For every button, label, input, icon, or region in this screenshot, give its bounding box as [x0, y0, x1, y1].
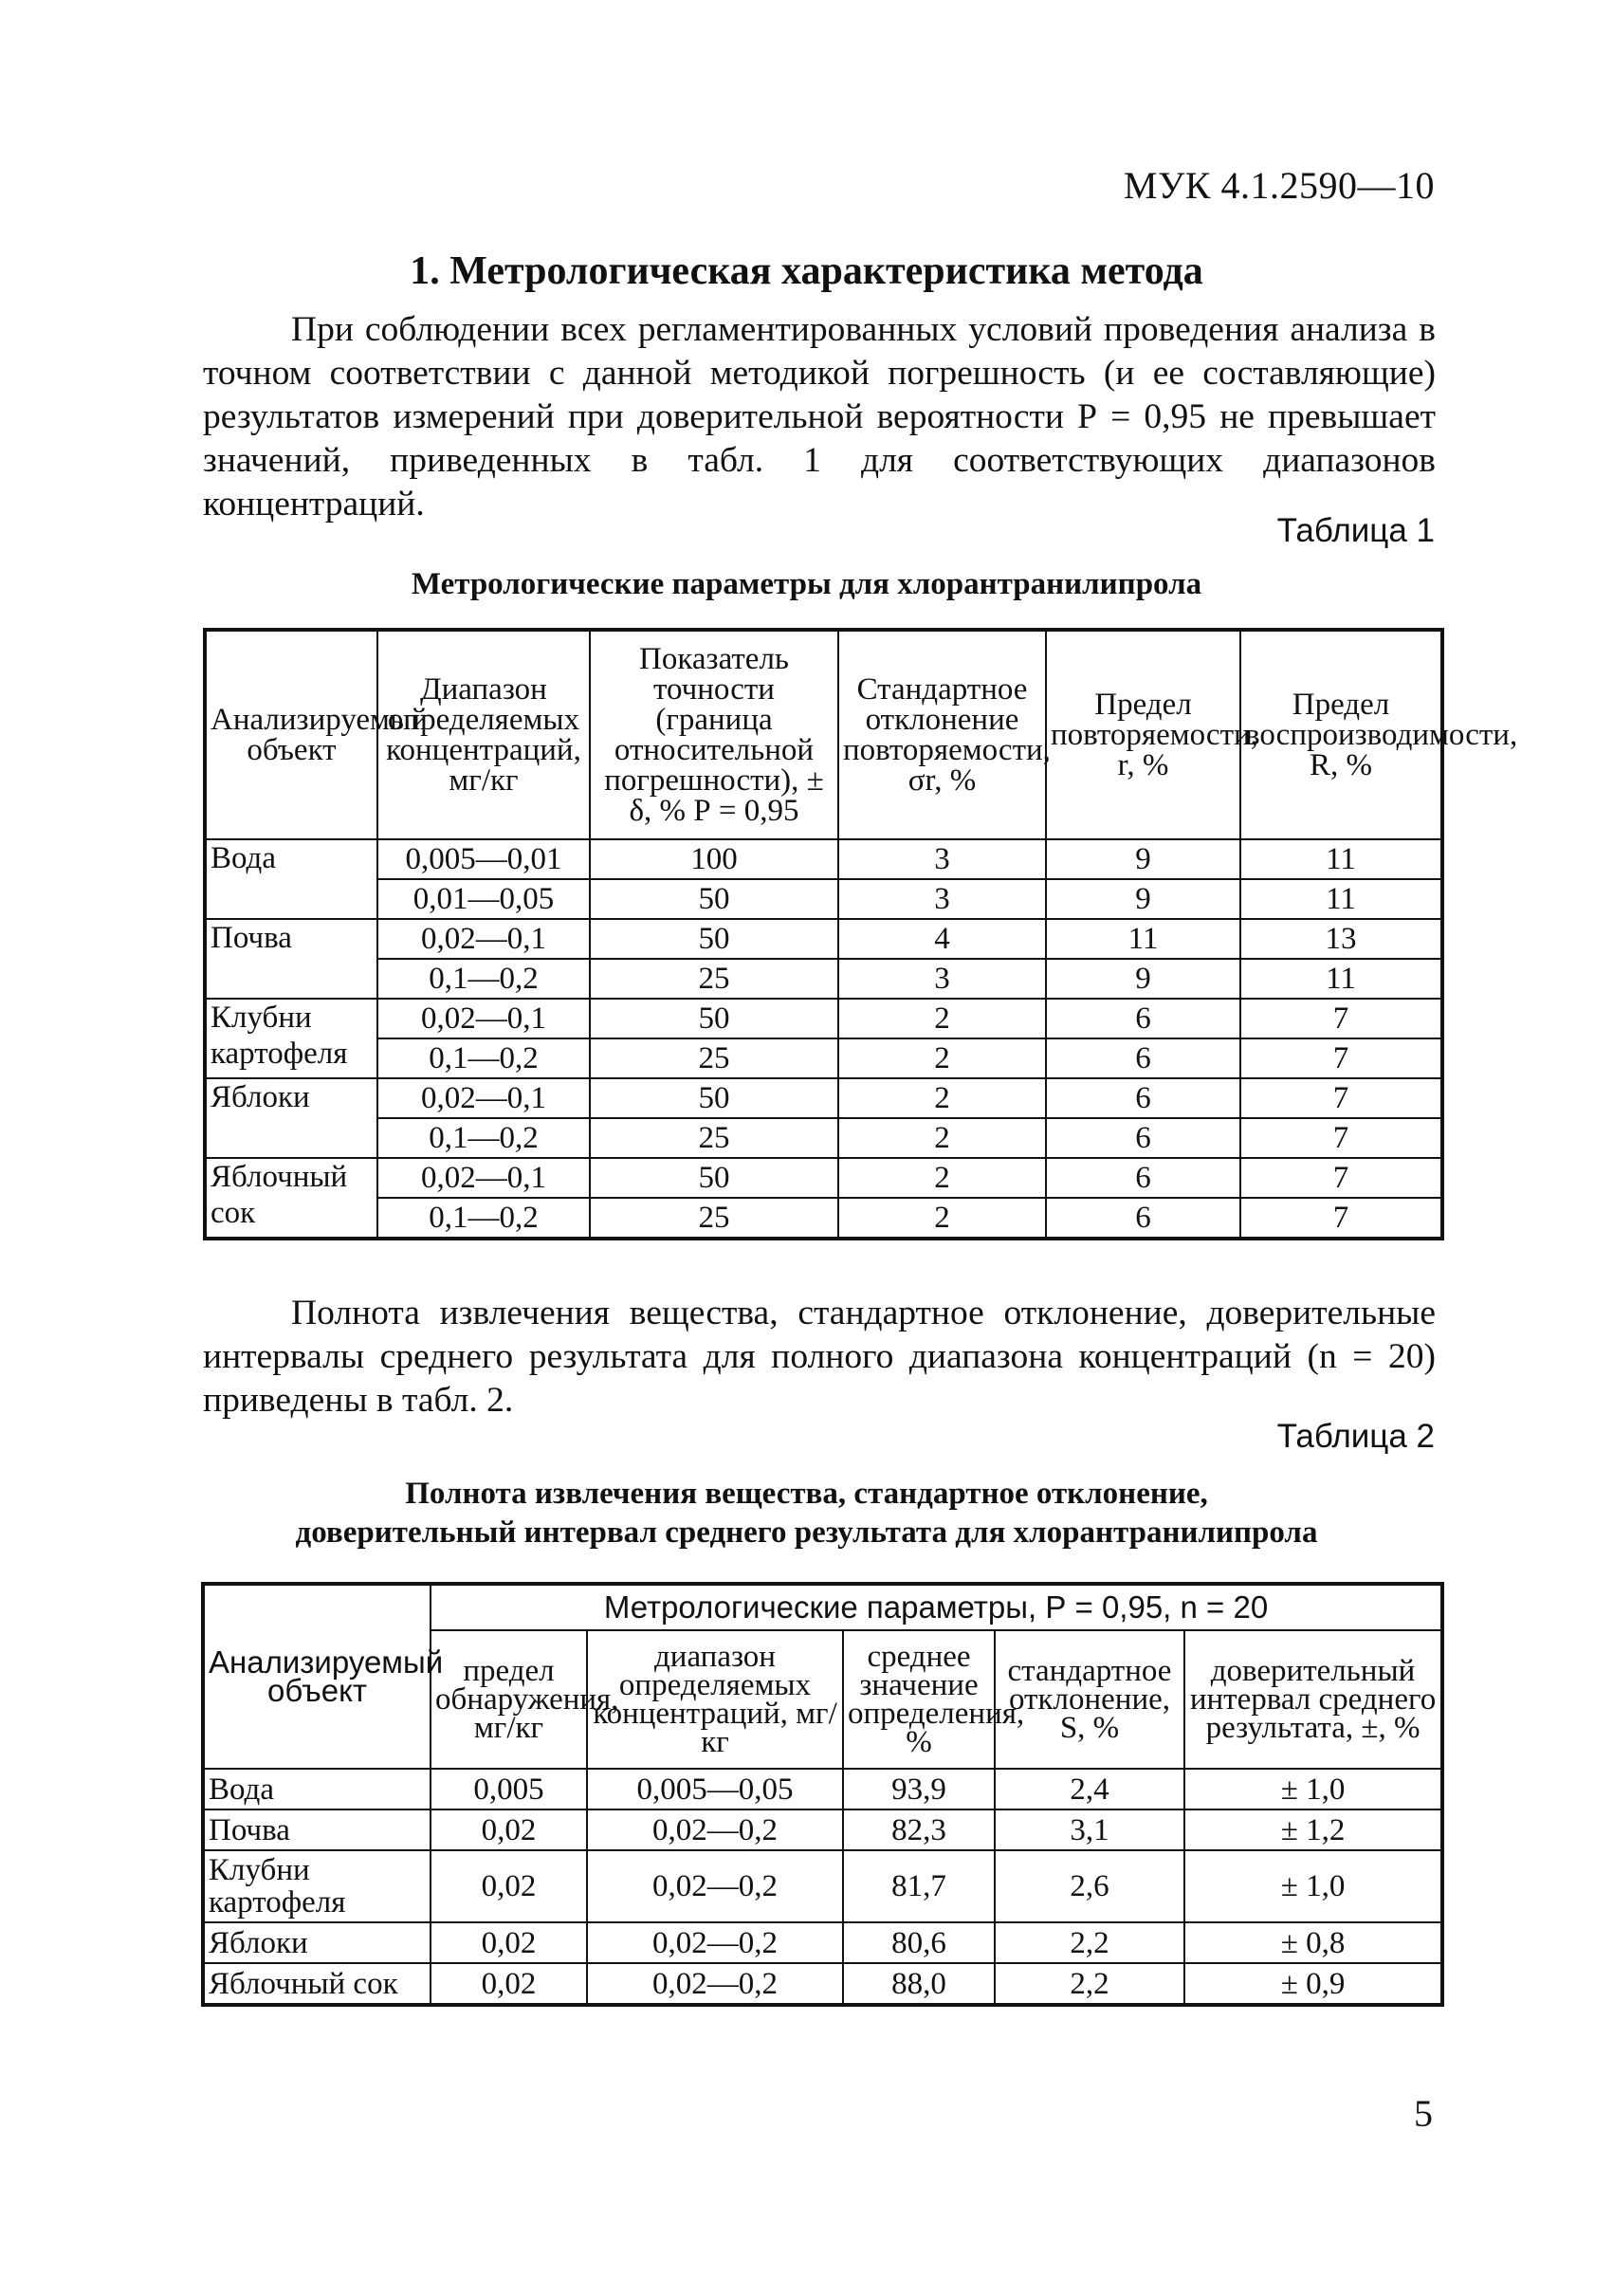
table-cell: 0,02—0,2	[587, 1809, 843, 1850]
table-cell: 0,02	[431, 1809, 587, 1850]
table-cell: 2	[838, 1158, 1046, 1198]
table-cell: 0,02—0,2	[587, 1922, 843, 1963]
table-cell: 50	[590, 999, 838, 1038]
column-header-std-deviation: Стандартное отклонение повторяемости, σr, %	[838, 630, 1046, 839]
table-cell: 2	[838, 1118, 1046, 1158]
table-cell: 25	[590, 959, 838, 999]
table-cell: 50	[590, 879, 838, 919]
table-row	[203, 1963, 1442, 2005]
table1-caption: Таблица 1	[1276, 512, 1435, 549]
object-cell: Клубни картофеля	[203, 1850, 431, 1922]
table-row	[205, 1158, 1442, 1198]
object-cell: Яблочный сок	[203, 1963, 431, 2005]
table-cell: 3	[838, 959, 1046, 999]
table-cell: 80,6	[843, 1922, 995, 1963]
table-cell: ± 1,0	[1184, 1850, 1442, 1922]
table-cell: 2	[838, 999, 1046, 1038]
column-header-range: диапазон определяемых концентраций, мг/кг	[587, 1630, 843, 1769]
table-cell: 2,4	[995, 1769, 1184, 1809]
column-header-mean: среднее значение определения, %	[843, 1630, 995, 1769]
table-row	[205, 919, 1442, 959]
table-cell: 11	[1240, 959, 1442, 999]
table-cell: 11	[1046, 919, 1240, 959]
object-cell: Яблоки	[203, 1922, 431, 1963]
column-header-reproducibility-limit: Предел воспроизводимости, R, %	[1240, 630, 1442, 839]
table2-heading-line1: Полнота извлечения вещества, стандартное отклонение,	[405, 1477, 1208, 1511]
table-row	[203, 1809, 1442, 1850]
table-cell: ± 0,8	[1184, 1922, 1442, 1963]
table2-group-header-row	[203, 1584, 1442, 1630]
object-cell: Вода	[205, 839, 377, 919]
object-cell: Почва	[203, 1809, 431, 1850]
table-row	[205, 1078, 1442, 1118]
table-cell: 7	[1240, 1158, 1442, 1198]
table-cell: 25	[590, 1198, 838, 1239]
table-cell: 88,0	[843, 1963, 995, 2005]
table1-header-row	[205, 630, 1442, 839]
table-cell: 0,02—0,1	[377, 1158, 590, 1198]
section-title: 1. Метрологическая характеристика метода	[410, 249, 1203, 293]
table-cell: 6	[1046, 999, 1240, 1038]
object-cell: Почва	[205, 919, 377, 999]
table-cell: 13	[1240, 919, 1442, 959]
table-cell: 0,005—0,05	[587, 1769, 843, 1809]
page-number: 5	[1414, 2092, 1433, 2135]
column-group-header: Метрологические параметры, Р = 0,95, n = 20	[431, 1584, 1442, 1630]
table-cell: 7	[1240, 999, 1442, 1038]
table-cell: 0,02—0,1	[377, 1078, 590, 1118]
table-cell: 2,2	[995, 1963, 1184, 2005]
table-cell: 0,02—0,2	[587, 1850, 843, 1922]
column-header-range: Диапазон определяемых концентраций, мг/кг	[377, 630, 590, 839]
table-cell: 9	[1046, 959, 1240, 999]
table-row	[205, 1038, 1442, 1078]
object-cell: Клубни картофеля	[205, 999, 377, 1078]
table-cell: 0,005	[431, 1769, 587, 1809]
object-cell: Яблоки	[205, 1078, 377, 1158]
object-cell: Вода	[203, 1769, 431, 1809]
column-header-repeatability-limit: Предел повторяемости, r, %	[1046, 630, 1240, 839]
table-cell: 0,02	[431, 1963, 587, 2005]
table-cell: 2,6	[995, 1850, 1184, 1922]
table-row	[205, 839, 1442, 879]
column-header-accuracy: Показатель точности (граница относительной погрешности), ± δ, % Р = 0,95	[590, 630, 838, 839]
column-header-detection-limit: предел обнаружения, мг/кг	[431, 1630, 587, 1769]
table-cell: 93,9	[843, 1769, 995, 1809]
table-cell: 82,3	[843, 1809, 995, 1850]
table-cell: 100	[590, 839, 838, 879]
table-cell: 2	[838, 1078, 1046, 1118]
table-cell: 11	[1240, 839, 1442, 879]
table-cell: 2	[838, 1038, 1046, 1078]
table-cell: 7	[1240, 1118, 1442, 1158]
table-cell: 0,02—0,1	[377, 999, 590, 1038]
table-cell: 0,02—0,2	[587, 1963, 843, 2005]
table-cell: 9	[1046, 839, 1240, 879]
table-cell: 7	[1240, 1198, 1442, 1239]
table-cell: 0,1—0,2	[377, 1118, 590, 1158]
table-cell: 3	[838, 879, 1046, 919]
table-cell: 0,02	[431, 1850, 587, 1922]
table-row	[205, 1118, 1442, 1158]
table-row	[205, 879, 1442, 919]
table-cell: 0,005—0,01	[377, 839, 590, 879]
table-cell: ± 1,2	[1184, 1809, 1442, 1850]
table-cell: 25	[590, 1038, 838, 1078]
table2-caption: Таблица 2	[1276, 1418, 1435, 1455]
table-cell: 6	[1046, 1198, 1240, 1239]
table2-heading	[0, 1475, 1613, 1552]
table-cell: 81,7	[843, 1850, 995, 1922]
table-cell: 2	[838, 1198, 1046, 1239]
table-cell: 9	[1046, 879, 1240, 919]
table-cell: 0,01—0,05	[377, 879, 590, 919]
column-header-object: Анализируемый объект	[205, 630, 377, 839]
table-cell: 4	[838, 919, 1046, 959]
table-row	[203, 1922, 1442, 1963]
table-cell: 6	[1046, 1078, 1240, 1118]
table-cell: 6	[1046, 1038, 1240, 1078]
recovery-table	[201, 1582, 1444, 2007]
table-cell: 25	[590, 1118, 838, 1158]
recovery-paragraph: Полнота извлечения вещества, стандартное отклонение, доверительные интервалы среднего результата для полного диапазона концентраций (n = 20) приведены в табл. 2.	[203, 1294, 1436, 1420]
table-cell: 6	[1046, 1118, 1240, 1158]
table-cell: 0,02	[431, 1922, 587, 1963]
table2-heading-line2: доверительный интервал среднего результата для хлорантранилипрола	[295, 1515, 1318, 1550]
column-header-object: Анализируемый объект	[203, 1584, 431, 1769]
table-row	[203, 1769, 1442, 1809]
table-cell: 50	[590, 1078, 838, 1118]
table-cell: 50	[590, 919, 838, 959]
table-cell: 6	[1046, 1158, 1240, 1198]
table-cell: 2,2	[995, 1922, 1184, 1963]
table-row	[205, 1198, 1442, 1239]
table-cell: 0,02—0,1	[377, 919, 590, 959]
table-cell: 11	[1240, 879, 1442, 919]
table-row	[203, 1850, 1442, 1922]
table-cell: 0,1—0,2	[377, 1038, 590, 1078]
object-cell: Яблочный сок	[205, 1158, 377, 1239]
table1-heading: Метрологические параметры для хлорантранилипрола	[411, 567, 1202, 601]
table-row	[205, 999, 1442, 1038]
table-cell: ± 1,0	[1184, 1769, 1442, 1809]
column-header-std-deviation: стандартное отклонение, S, %	[995, 1630, 1184, 1769]
document-code: МУК 4.1.2590—10	[1123, 164, 1435, 207]
column-header-confidence-interval: доверительный интервал среднего результата, ±, %	[1184, 1630, 1442, 1769]
metrology-table	[203, 628, 1518, 1240]
table-cell: 7	[1240, 1078, 1442, 1118]
table-row	[205, 959, 1442, 999]
table-cell: ± 0,9	[1184, 1963, 1442, 2005]
intro-paragraph: При соблюдении всех регламентированных условий проведения анализа в точном соответствии с данной методикой погрешность (и ее составляющие) результатов измерений при доверительной вероятности Р = 0,95 не превышает значений, приведенных в табл. 1 для соответствующих диапазонов концентраций.	[203, 310, 1436, 523]
table-cell: 7	[1240, 1038, 1442, 1078]
table-cell: 0,1—0,2	[377, 1198, 590, 1239]
table-cell: 3	[838, 839, 1046, 879]
table-cell: 0,1—0,2	[377, 959, 590, 999]
table-cell: 50	[590, 1158, 838, 1198]
table-cell: 3,1	[995, 1809, 1184, 1850]
